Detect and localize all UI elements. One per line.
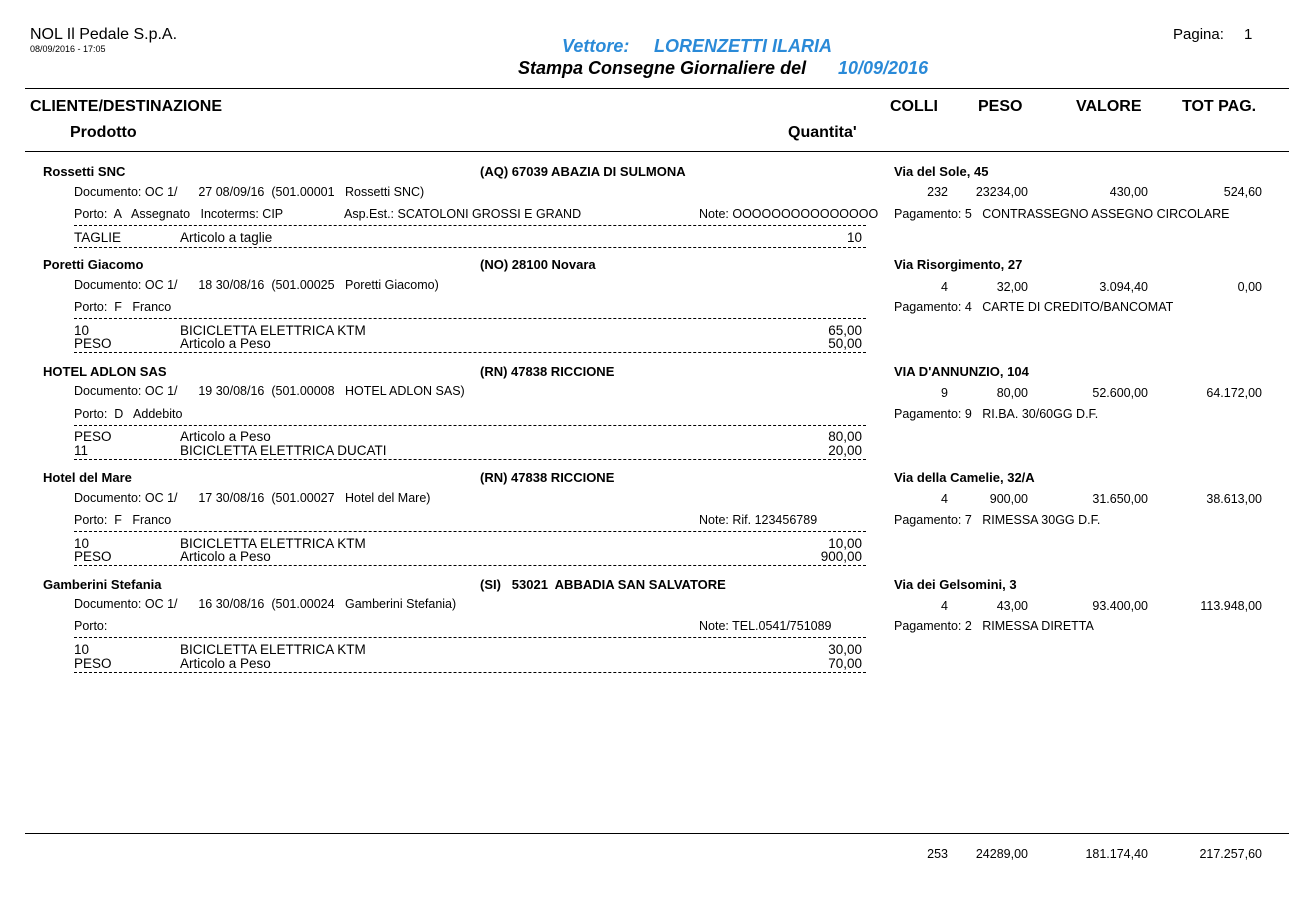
dashed-divider (74, 352, 866, 353)
colli-value: 9 (941, 386, 948, 400)
company-name: NOL Il Pedale S.p.A. (30, 26, 178, 43)
item-desc: BICICLETTA ELETTRICA KTM (180, 323, 366, 338)
vettore-label: Vettore: (562, 36, 630, 56)
dashed-divider (74, 531, 866, 532)
peso-value: 80,00 (996, 386, 1028, 400)
colli-value: 4 (941, 492, 948, 506)
valore-value: 430,00 (1109, 185, 1148, 199)
customer-name: Poretti Giacomo (43, 257, 144, 272)
valore-value: 52.600,00 (1092, 386, 1148, 400)
colli-value: 4 (941, 280, 948, 294)
item-code: PESO (74, 429, 112, 444)
customer-location: (AQ) 67039 ABAZIA DI SULMONA (480, 164, 686, 179)
item-qty: 65,00 (828, 323, 862, 338)
dashed-divider (74, 637, 866, 638)
totpag-value: 64.172,00 (1206, 386, 1262, 400)
payment-info: Pagamento: 5 CONTRASSEGNO ASSEGNO CIRCOLARE (894, 207, 1230, 221)
page-number: 1 (1244, 26, 1253, 43)
item-qty: 10,00 (828, 536, 862, 551)
dashed-divider (74, 459, 866, 460)
item-code: 11 (74, 443, 89, 458)
total-colli: 253 (927, 847, 948, 861)
porto-info: Porto: F Franco (74, 300, 172, 314)
porto-info: Porto: (74, 619, 108, 633)
dashed-divider (74, 318, 866, 319)
item-code: 10 (74, 323, 90, 338)
vettore-name: LORENZETTI ILARIA (654, 36, 832, 56)
item-code: PESO (74, 336, 112, 351)
item-desc: Articolo a Peso (180, 549, 271, 564)
peso-value: 32,00 (996, 280, 1028, 294)
header-divider-bottom (25, 151, 1289, 152)
document-ref: Documento: OC 1/ 27 08/09/16 (501.00001 Rossetti SNC) (74, 185, 425, 199)
valore-value: 3.094,40 (1099, 280, 1148, 294)
col-cliente: CLIENTE/DESTINAZIONE (30, 98, 223, 115)
printed-timestamp: 08/09/2016 - 17:05 (30, 44, 106, 54)
totpag-value: 524,60 (1223, 185, 1262, 199)
customer-address: VIA D'ANNUNZIO, 104 (894, 364, 1029, 379)
customer-name: Hotel del Mare (43, 470, 132, 485)
customer-name: Rossetti SNC (43, 164, 126, 179)
document-ref: Documento: OC 1/ 16 30/08/16 (501.00024 Gamberini Stefania) (74, 597, 457, 611)
item-desc: BICICLETTA ELETTRICA KTM (180, 642, 366, 657)
item-code: PESO (74, 656, 112, 671)
col-peso: PESO (978, 98, 1023, 115)
totpag-value: 0,00 (1237, 280, 1262, 294)
customer-address: Via del Sole, 45 (894, 164, 989, 179)
note-info: Note: Rif. 123456789 (699, 513, 818, 527)
item-qty: 20,00 (828, 443, 862, 458)
dashed-divider (74, 425, 866, 426)
item-qty: 70,00 (828, 656, 862, 671)
customer-address: Via della Camelie, 32/A (894, 470, 1035, 485)
payment-info: Pagamento: 9 RI.BA. 30/60GG D.F. (894, 407, 1099, 421)
customer-location: (RN) 47838 RICCIONE (480, 364, 615, 379)
item-code: PESO (74, 549, 112, 564)
col-prodotto: Prodotto (70, 124, 137, 141)
document-ref: Documento: OC 1/ 19 30/08/16 (501.00008 HOTEL ADLON SAS) (74, 384, 465, 398)
extra-info: Asp.Est.: SCATOLONI GROSSI E GRAND (344, 207, 582, 221)
item-qty: 10 (846, 230, 862, 245)
item-qty: 900,00 (820, 549, 862, 564)
totals-divider (25, 833, 1289, 834)
total-valore: 181.174,40 (1085, 847, 1148, 861)
report-date: 10/09/2016 (838, 58, 929, 78)
dashed-divider (74, 565, 866, 566)
note-info: Note: TEL.0541/751089 (699, 619, 832, 633)
valore-value: 31.650,00 (1092, 492, 1148, 506)
payment-info: Pagamento: 7 RIMESSA 30GG D.F. (894, 513, 1101, 527)
payment-info: Pagamento: 2 RIMESSA DIRETTA (894, 619, 1094, 633)
document-ref: Documento: OC 1/ 17 30/08/16 (501.00027 Hotel del Mare) (74, 491, 431, 505)
item-qty: 80,00 (828, 429, 862, 444)
peso-value: 900,00 (989, 492, 1028, 506)
item-desc: Articolo a Peso (180, 429, 271, 444)
colli-value: 232 (927, 185, 948, 199)
item-desc: BICICLETTA ELETTRICA DUCATI (180, 443, 387, 458)
dashed-divider (74, 247, 866, 248)
customer-name: HOTEL ADLON SAS (43, 364, 167, 379)
col-tot-pag: TOT PAG. (1182, 98, 1257, 115)
col-valore: VALORE (1076, 98, 1142, 115)
item-desc: Articolo a Peso (180, 336, 271, 351)
item-desc: Articolo a Peso (180, 656, 271, 671)
item-qty: 50,00 (828, 336, 862, 351)
porto-info: Porto: D Addebito (74, 407, 183, 421)
total-peso: 24289,00 (975, 847, 1028, 861)
item-code: 10 (74, 536, 90, 551)
colli-value: 4 (941, 599, 948, 613)
customer-location: (NO) 28100 Novara (480, 257, 596, 272)
customer-name: Gamberini Stefania (43, 577, 162, 592)
customer-location: (RN) 47838 RICCIONE (480, 470, 615, 485)
item-code: 10 (74, 642, 90, 657)
dashed-divider (74, 672, 866, 673)
peso-value: 23234,00 (975, 185, 1028, 199)
item-desc: BICICLETTA ELETTRICA KTM (180, 536, 366, 551)
porto-info: Porto: A Assegnato Incoterms: CIP (74, 207, 284, 221)
dashed-divider (74, 225, 866, 226)
page-label: Pagina: (1173, 26, 1224, 43)
total-tot-pag: 217.257,60 (1199, 847, 1262, 861)
customer-location: (SI) 53021 ABBADIA SAN SALVATORE (480, 577, 726, 592)
document-ref: Documento: OC 1/ 18 30/08/16 (501.00025 Poretti Giacomo) (74, 278, 439, 292)
valore-value: 93.400,00 (1092, 599, 1148, 613)
peso-value: 43,00 (996, 599, 1028, 613)
payment-info: Pagamento: 4 CARTE DI CREDITO/BANCOMAT (894, 300, 1174, 314)
totpag-value: 38.613,00 (1206, 492, 1262, 506)
note-info: Note: OOOOOOOOOOOOOOO (699, 207, 879, 221)
customer-address: Via Risorgimento, 27 (894, 257, 1023, 272)
item-desc: Articolo a taglie (180, 230, 273, 245)
item-qty: 30,00 (828, 642, 862, 657)
item-code: TAGLIE (74, 230, 122, 245)
header-divider-top (25, 88, 1289, 89)
totpag-value: 113.948,00 (1200, 599, 1262, 613)
customer-address: Via dei Gelsomini, 3 (894, 577, 1017, 592)
report-title: Stampa Consegne Giornaliere del (518, 58, 807, 78)
col-quantita: Quantita' (788, 124, 857, 141)
col-colli: COLLI (890, 98, 938, 115)
porto-info: Porto: F Franco (74, 513, 172, 527)
